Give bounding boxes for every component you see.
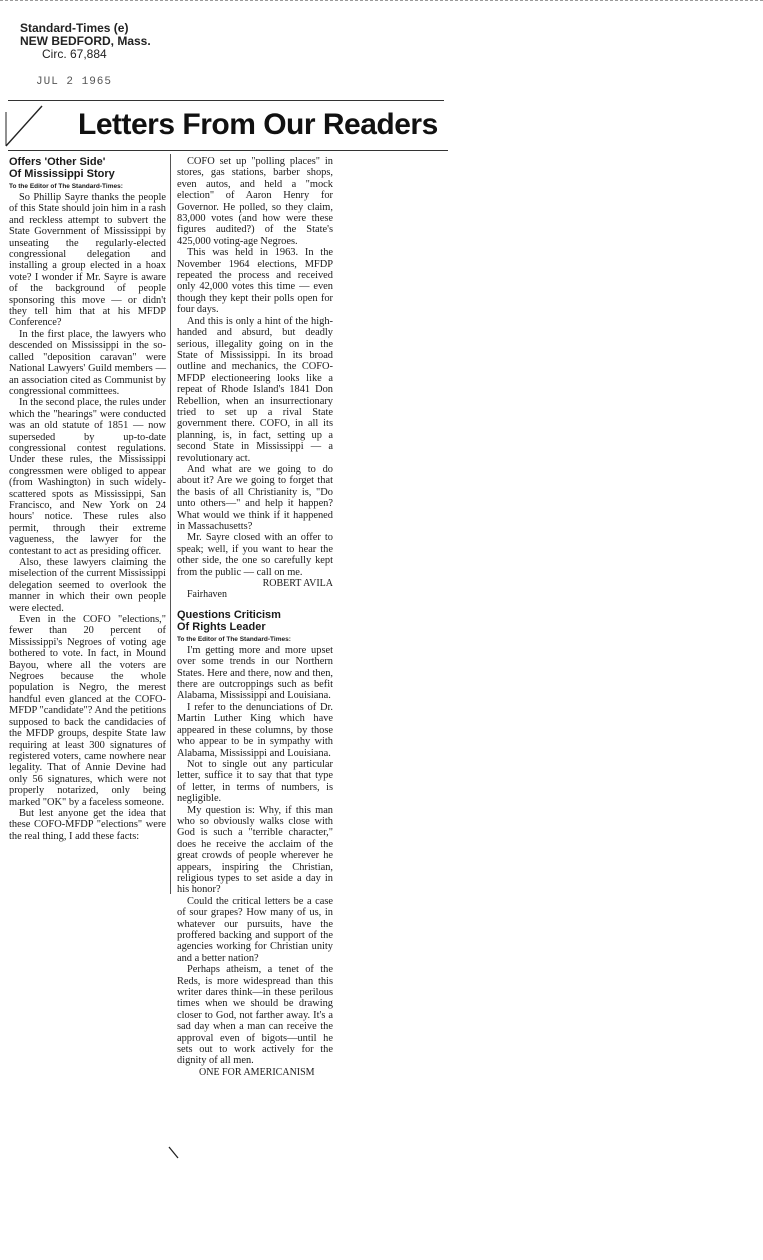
pen-tick-icon [168,1146,182,1160]
letter1-paragraph: Also, these lawyers claiming the miselection of the current Mississippi delegation seemed to overlook the manner in which their own people were elected. [9,557,166,614]
pen-mark-icon [2,104,82,148]
letter2-paragraph: My question is: Why, if this man who so obviously walks close with God is such a "terrible character," does he receive the acclaim of the great crowds of people wherever he appears, inspiring the Christian, religious types to set aside a day in his honor? [177,804,333,896]
clipping-cut-line [0,0,763,1]
letter2-heading [177,609,333,633]
masthead [20,22,220,61]
page-headline: Letters From Our Readers [78,108,438,141]
letter1-salutation: To the Editor of The Standard-Times: [9,183,123,190]
letter1-paragraph: And this is only a hint of the high-handed and absurd, but deadly serious, illegality going on in the State of Mississippi. In its broad outline and mechanics, the COFO-MFDP electioneering looks like a repeat of Rhode Island's 1841 Don Rebellion, when an insurrectionary tried to set up a rival State government there. COFO, in all its planning, is, in fact, setting up a second State in Mississippi — a revolutionary act. [177,315,333,464]
column-right [177,156,333,1078]
letter1-place: Fairhaven [187,589,227,601]
letter1-paragraph: But lest anyone get the idea that these COFO-MFDP "elections" were the real thing, I add these facts: [9,807,166,842]
letter1-paragraph: COFO set up "polling places" in stores, gas stations, barber shops, even autos, and held a "mock election" of Aaron Henry for Governor. He polled, so they claim, 83,000 votes (and how were these figures audited?) of the State's 425,000 voting-age Negroes. [177,156,333,247]
letter1-paragraph: So Phillip Sayre thanks the people of this State should join him in a rash and reckless attempt to subvert the State Government of Mississippi by unseating the regularly-elected congressional delegation and installing a group elected in a hoax vote? I wonder if Mr. Sayre is aware of the background of people sponsoring this move — or didn't they tell him that at his MFDP Conference? [9,192,166,329]
letter1-paragraph: In the first place, the lawyers who descended on Mississippi in the so-called "deposition caravan" were National Lawyers' Guild members — an association cited as Communist by congressional committees. [9,328,166,397]
letter1-paragraph: Even in the COFO "elections," fewer than 20 percent of Mississippi's Negroes of voting age bothered to vote. In fact, in Mound Bayou, where all the voters are Negroes because the whole population is Negro, the merest handful even glanced at the COFO-MFDP "candidate"? And the petitions supposed to back the candidacies of the MFDP groups, despite State law requiring at least 300 signatures of registered voters, came nowhere near legality. That of Annie Devine had only 56 signatures, which were not properly notarized, only being marked "OK" by a faceless someone. [9,614,167,808]
column-left [9,156,166,842]
letter1-heading-line1: Offers 'Other Side' [9,156,106,168]
letter2-signature: ONE FOR AMERICANISM [199,1066,315,1078]
letter2-paragraph: I refer to the denunciations of Dr. Martin Luther King which have appeared in these columns, by those who appear to be in sympathy with Alabama, Mississippi and Louisiana. [177,701,333,759]
top-rule [8,100,444,101]
letter2-heading-line1: Questions Criticism [177,608,281,621]
letter1-heading-line2: Of Mississippi Story [9,168,115,180]
paper-city: NEW BEDFORD, Mass. [20,34,151,48]
date-stamp: JUL 2 1965 [36,76,113,88]
headline-rule [8,150,448,151]
letter1-paragraph: In the second place, the rules under which the "hearings" were conducted was an old statute of 1851 — now superseded by up-to-date congressional contest regulations. Under these rules, the Mississippi congressmen were obliged to appear (from Washington) in such widely-scattered spots as Mississippi, San Francisco, and New York on 24 hours' notice. These rules also permit, through their extreme vagueness, the lawyer for the contestant to act as presiding officer. [9,397,166,557]
letter2-heading-line2: Of Rights Leader [177,620,266,633]
circulation: Circ. 67,884 [42,47,107,61]
letter2-paragraph: I'm getting more and more upset over some trends in our Northern States. Here and there, now and then, there are outcroppings such as befit Alabama, Mississippi and Louisiana. [177,644,333,702]
letter2-paragraph: Could the critical letters be a case of sour grapes? How many of us, in whatever our pursuits, have the proffered backing and support of the agencies working for Christian unity and a better nation? [177,895,333,964]
letter2-paragraph: Perhaps atheism, a tenet of the Reds, is more widespread than this writer dares think—in these perilous times when we should be drawing closer to God, not farther away. It's a sad day when a man can receive the approval even of bigots—until he sets out to work actively for the dignity of all men. [177,964,333,1067]
column-divider [170,154,171,894]
letter1-paragraph: Mr. Sayre closed with an offer to speak; well, if you want to hear the other side, the one so carefully kept from the public — call on me. [177,532,333,578]
paper-name: Standard-Times (e) [20,21,129,35]
letter1-heading [9,156,166,180]
letter2-paragraph: Not to single out any particular letter, suffice it to say that that type of letter, in terms of numbers, is negligible. [177,758,333,805]
letter1-signature: ROBERT AVILA [262,578,333,590]
letter1-paragraph: This was held in 1963. In the November 1964 elections, MFDP repeated the process and received only 42,000 votes this time — even though they kept their polls open for four days. [177,247,333,316]
letter2-salutation: To the Editor of The Standard-Times: [177,635,291,643]
letter1-paragraph: And what are we going to do about it? Are we going to forget that the basis of all Christianity is, "Do unto others—" and help it happen? What would we think if it happened in Massachusetts? [177,463,333,532]
